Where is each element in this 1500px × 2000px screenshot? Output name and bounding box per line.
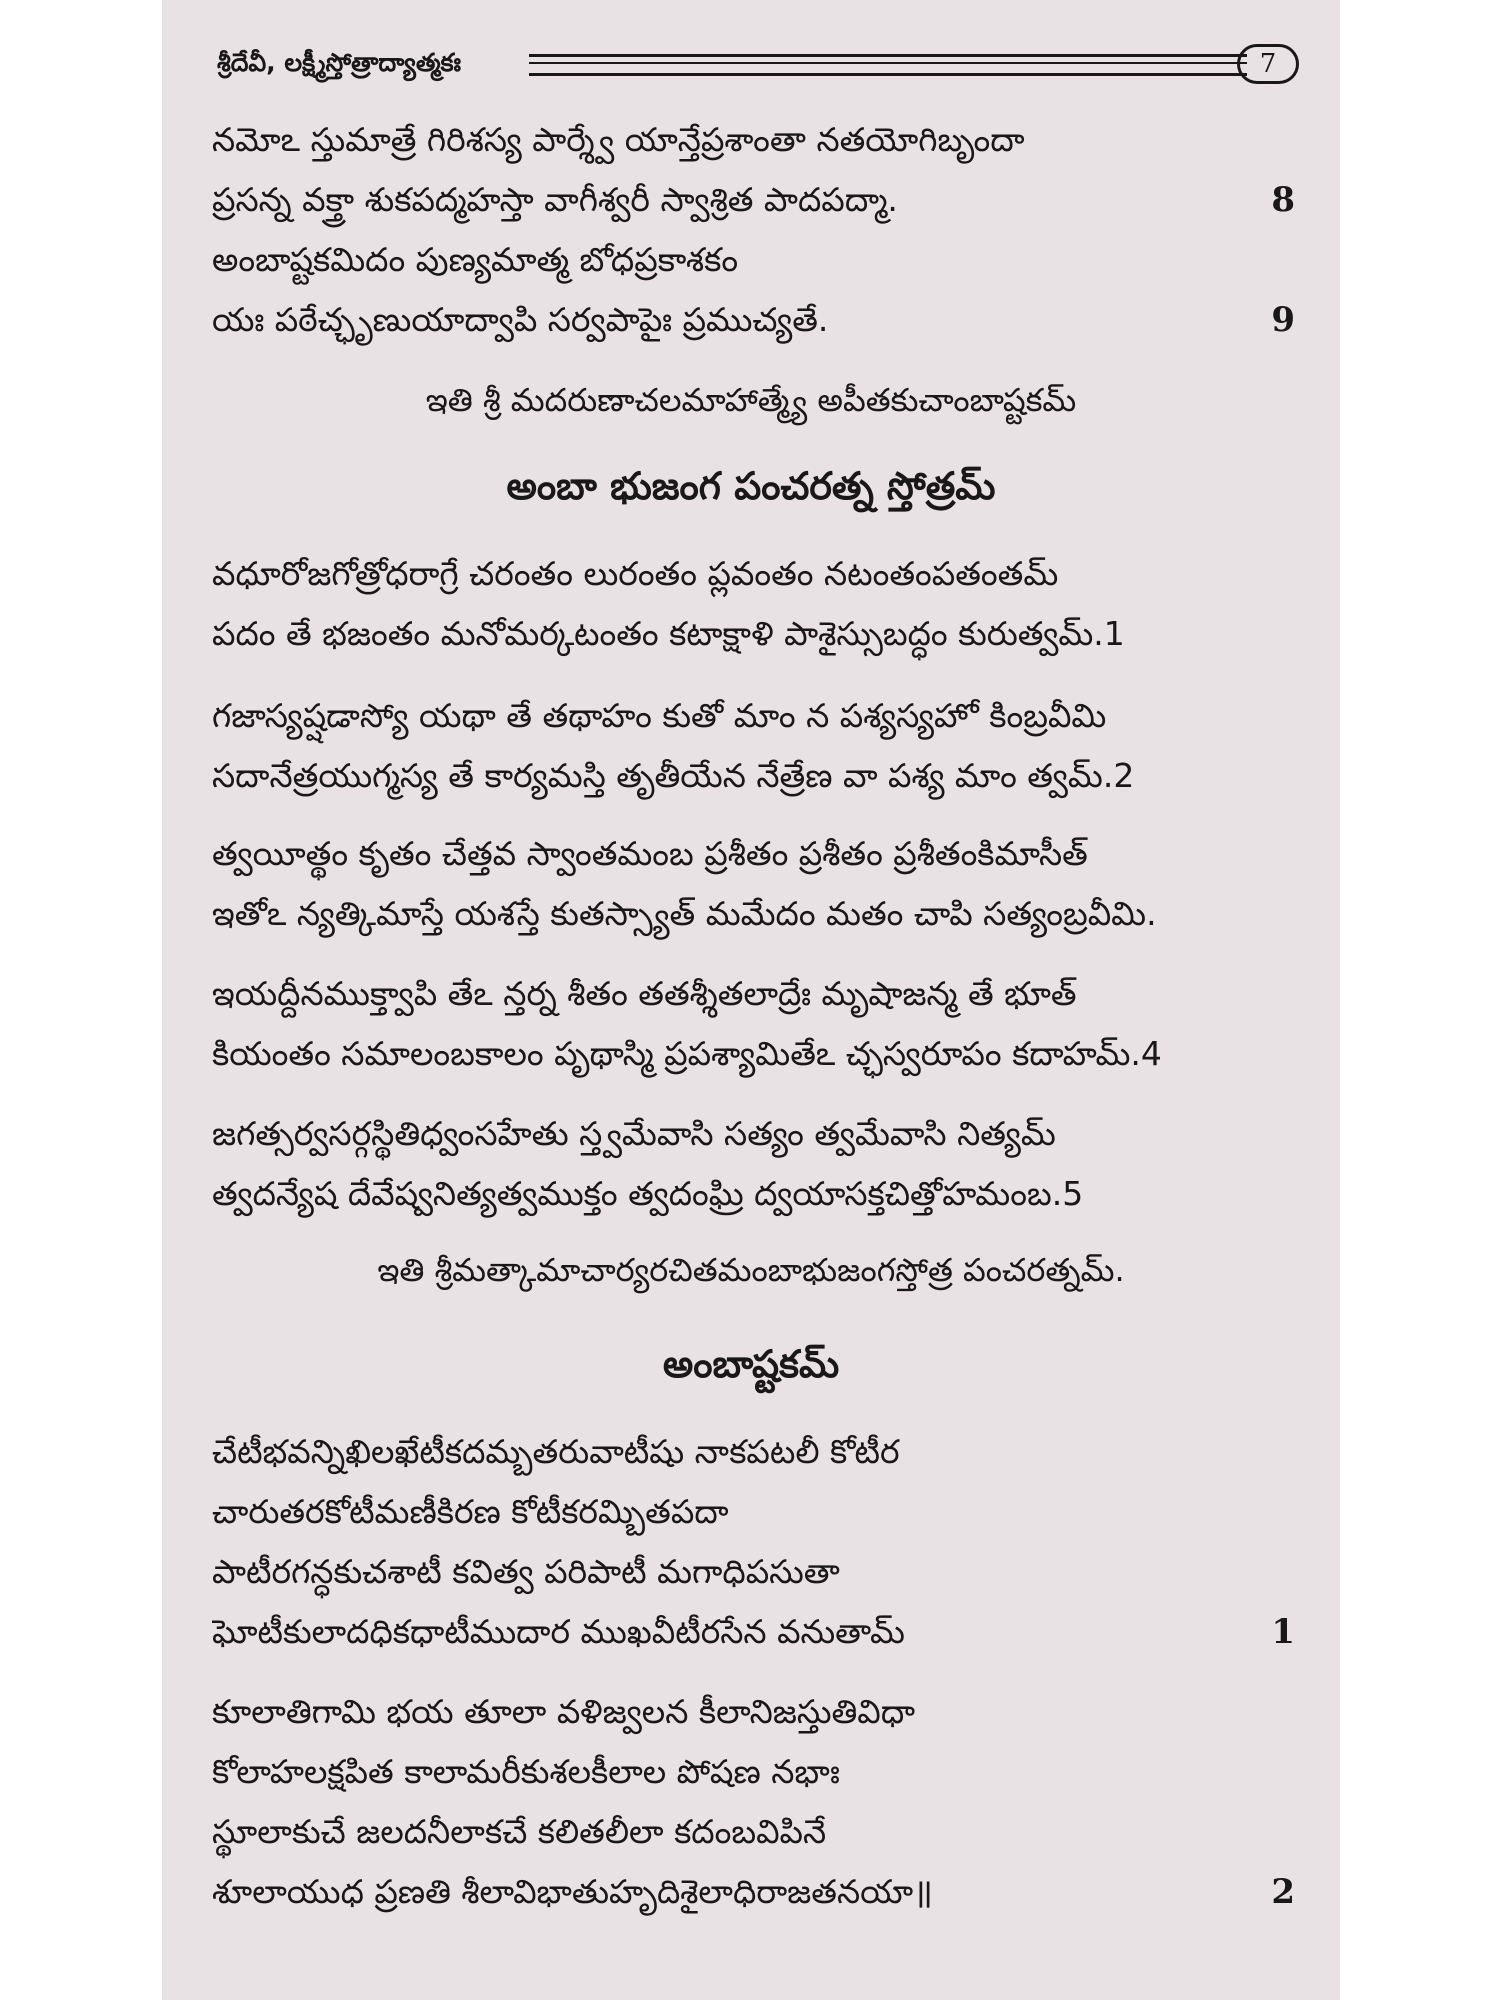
verse-line: ఘోటీకులాదధికధాటీముదార ముఖవీటీరసేన వనుతామ్ [212, 1612, 905, 1651]
verse-line: యః పఠేచ్ఛృణుయాద్వాపి సర్వపాపైః ప్రముచ్యతే. [212, 300, 829, 339]
verse-line: శూలాయుధ ప్రణతి శీలావిభాతుహృదిశైలాధిరాజతనయా॥ [212, 1872, 933, 1911]
verse-line: కూలాతిగామి భయ తూలా వళిజ్వలన కీలానిజస్తుతివిధా [212, 1692, 916, 1731]
verse-line: కియంతం సమాలంబకాలం పృథాస్మి ప్రపశ్యామితేఽ చ్ఛస్వరూపం కదాహమ్.4 [212, 1034, 1162, 1073]
running-header [217, 44, 1302, 90]
book-page [162, 0, 1340, 2000]
verse-number: 9 [1271, 300, 1295, 340]
verse-line: కోలాహలక్షపిత కాలామరీకుశలకీలాల పోషణ నభాః [212, 1752, 840, 1791]
verse-line: ప్రసన్న వక్త్రా శుకపద్మహస్తా వాగీశ్వరీ స్వాశ్రిత పాదపద్మా. [212, 180, 898, 219]
verse-line: వధూరోజగోత్రోధరాగ్రే చరంతం లురంతం ప్లవంతం నటంతంపతంతమ్ [212, 554, 1059, 593]
verse-line: ఇతోఽ న్యత్కిమాస్తే యశస్తే కుతస్స్యాత్ మమేదం మతం చాపి సత్యంబ్రవీమి. [212, 894, 1157, 933]
verse-line: సదానేత్రయుగ్మస్య తే కార్యమస్తి తృతీయేన నేత్రేణ వా పశ్య మాం త్వమ్.2 [212, 756, 1135, 795]
verse-line: అంబాష్టకమిదం పుణ్యమాత్మ బోధప్రకాశకం [212, 240, 739, 279]
verse-line: చేటీభవన్నిఖిలఖేటీకదమ్బతరువాటీషు నాకపటలీ కోటీర [212, 1432, 900, 1471]
section-title: అంబాష్టకమ్ [662, 1342, 840, 1386]
section-title: అంబా భుజంగ పంచరత్న స్తోత్రమ్ [506, 464, 996, 508]
verse-line: నమోఽ స్తుమాత్రే గిరిశస్య పార్శ్వే యాన్తేప్రశాంతా నతయోగిబృందా [212, 120, 1025, 159]
verse-line: పదం తే భజంతం మనోమర్కటంతం కటాక్షాళి పాశైస్సుబద్ధం కురుత్వమ్.1 [212, 614, 1125, 653]
verse-number: 8 [1271, 180, 1295, 220]
verse-number: 1 [1271, 1612, 1295, 1652]
colophon: ఇతి శ్రీ మదరుణాచలమాహాత్మ్యే అపీతకుచాంబాష్టకమ్ [425, 381, 1077, 419]
running-header-title: శ్రీదేవీ, లక్ష్మీస్తోత్రాద్యాత్మకః [217, 48, 462, 77]
verse-line: చారుతరకోటీమణీకిరణ కోటీకరమ్బితపదా [212, 1492, 729, 1531]
verse-line: గజాస్యష్షడాస్యో యథా తే తథాహం కుతో మాం న పశ్యస్యహో కింబ్రవీమి [212, 696, 1107, 735]
verse-line: త్వదన్యేష దేవేష్వనిత్యత్వముక్తం త్వదంఘ్రి ద్వయాసక్తచిత్తోహమంబ.5 [212, 1174, 1084, 1213]
verse-line: త్వయీత్థం కృతం చేత్తవ స్వాంతమంబ ప్రశీతం ప్రశీతం ప్రశీతంకిమాసీత్ [212, 834, 1088, 873]
verse-line: స్థూలాకుచే జలదనీలాకచే కలితలీలా కదంబవిపినే [212, 1812, 827, 1851]
header-rule-ornament [529, 54, 1247, 76]
verse-number: 2 [1271, 1872, 1295, 1912]
verse-line: పాటీరగన్ధకుచశాటీ కవిత్వ పరిపాటీ మగాధిపసుతా [212, 1552, 840, 1591]
page-number-badge: 7 [1237, 44, 1299, 84]
colophon: ఇతి శ్రీమత్కామాచార్యరచితమంబాభుజంగస్తోత్ర పంచరత్నమ్. [377, 1251, 1125, 1289]
verse-line: ఇయద్దీనముక్త్వాపి తేఽ న్తర్న శీతం తతశ్శీతలాద్రేః మృషాజన్మ తే భూత్ [212, 974, 1077, 1013]
verse-line: జగత్సర్వసర్గస్థితిధ్వంసహేతు స్త్వమేవాసి సత్యం త్వమేవాసి నిత్యమ్ [212, 1114, 1056, 1153]
